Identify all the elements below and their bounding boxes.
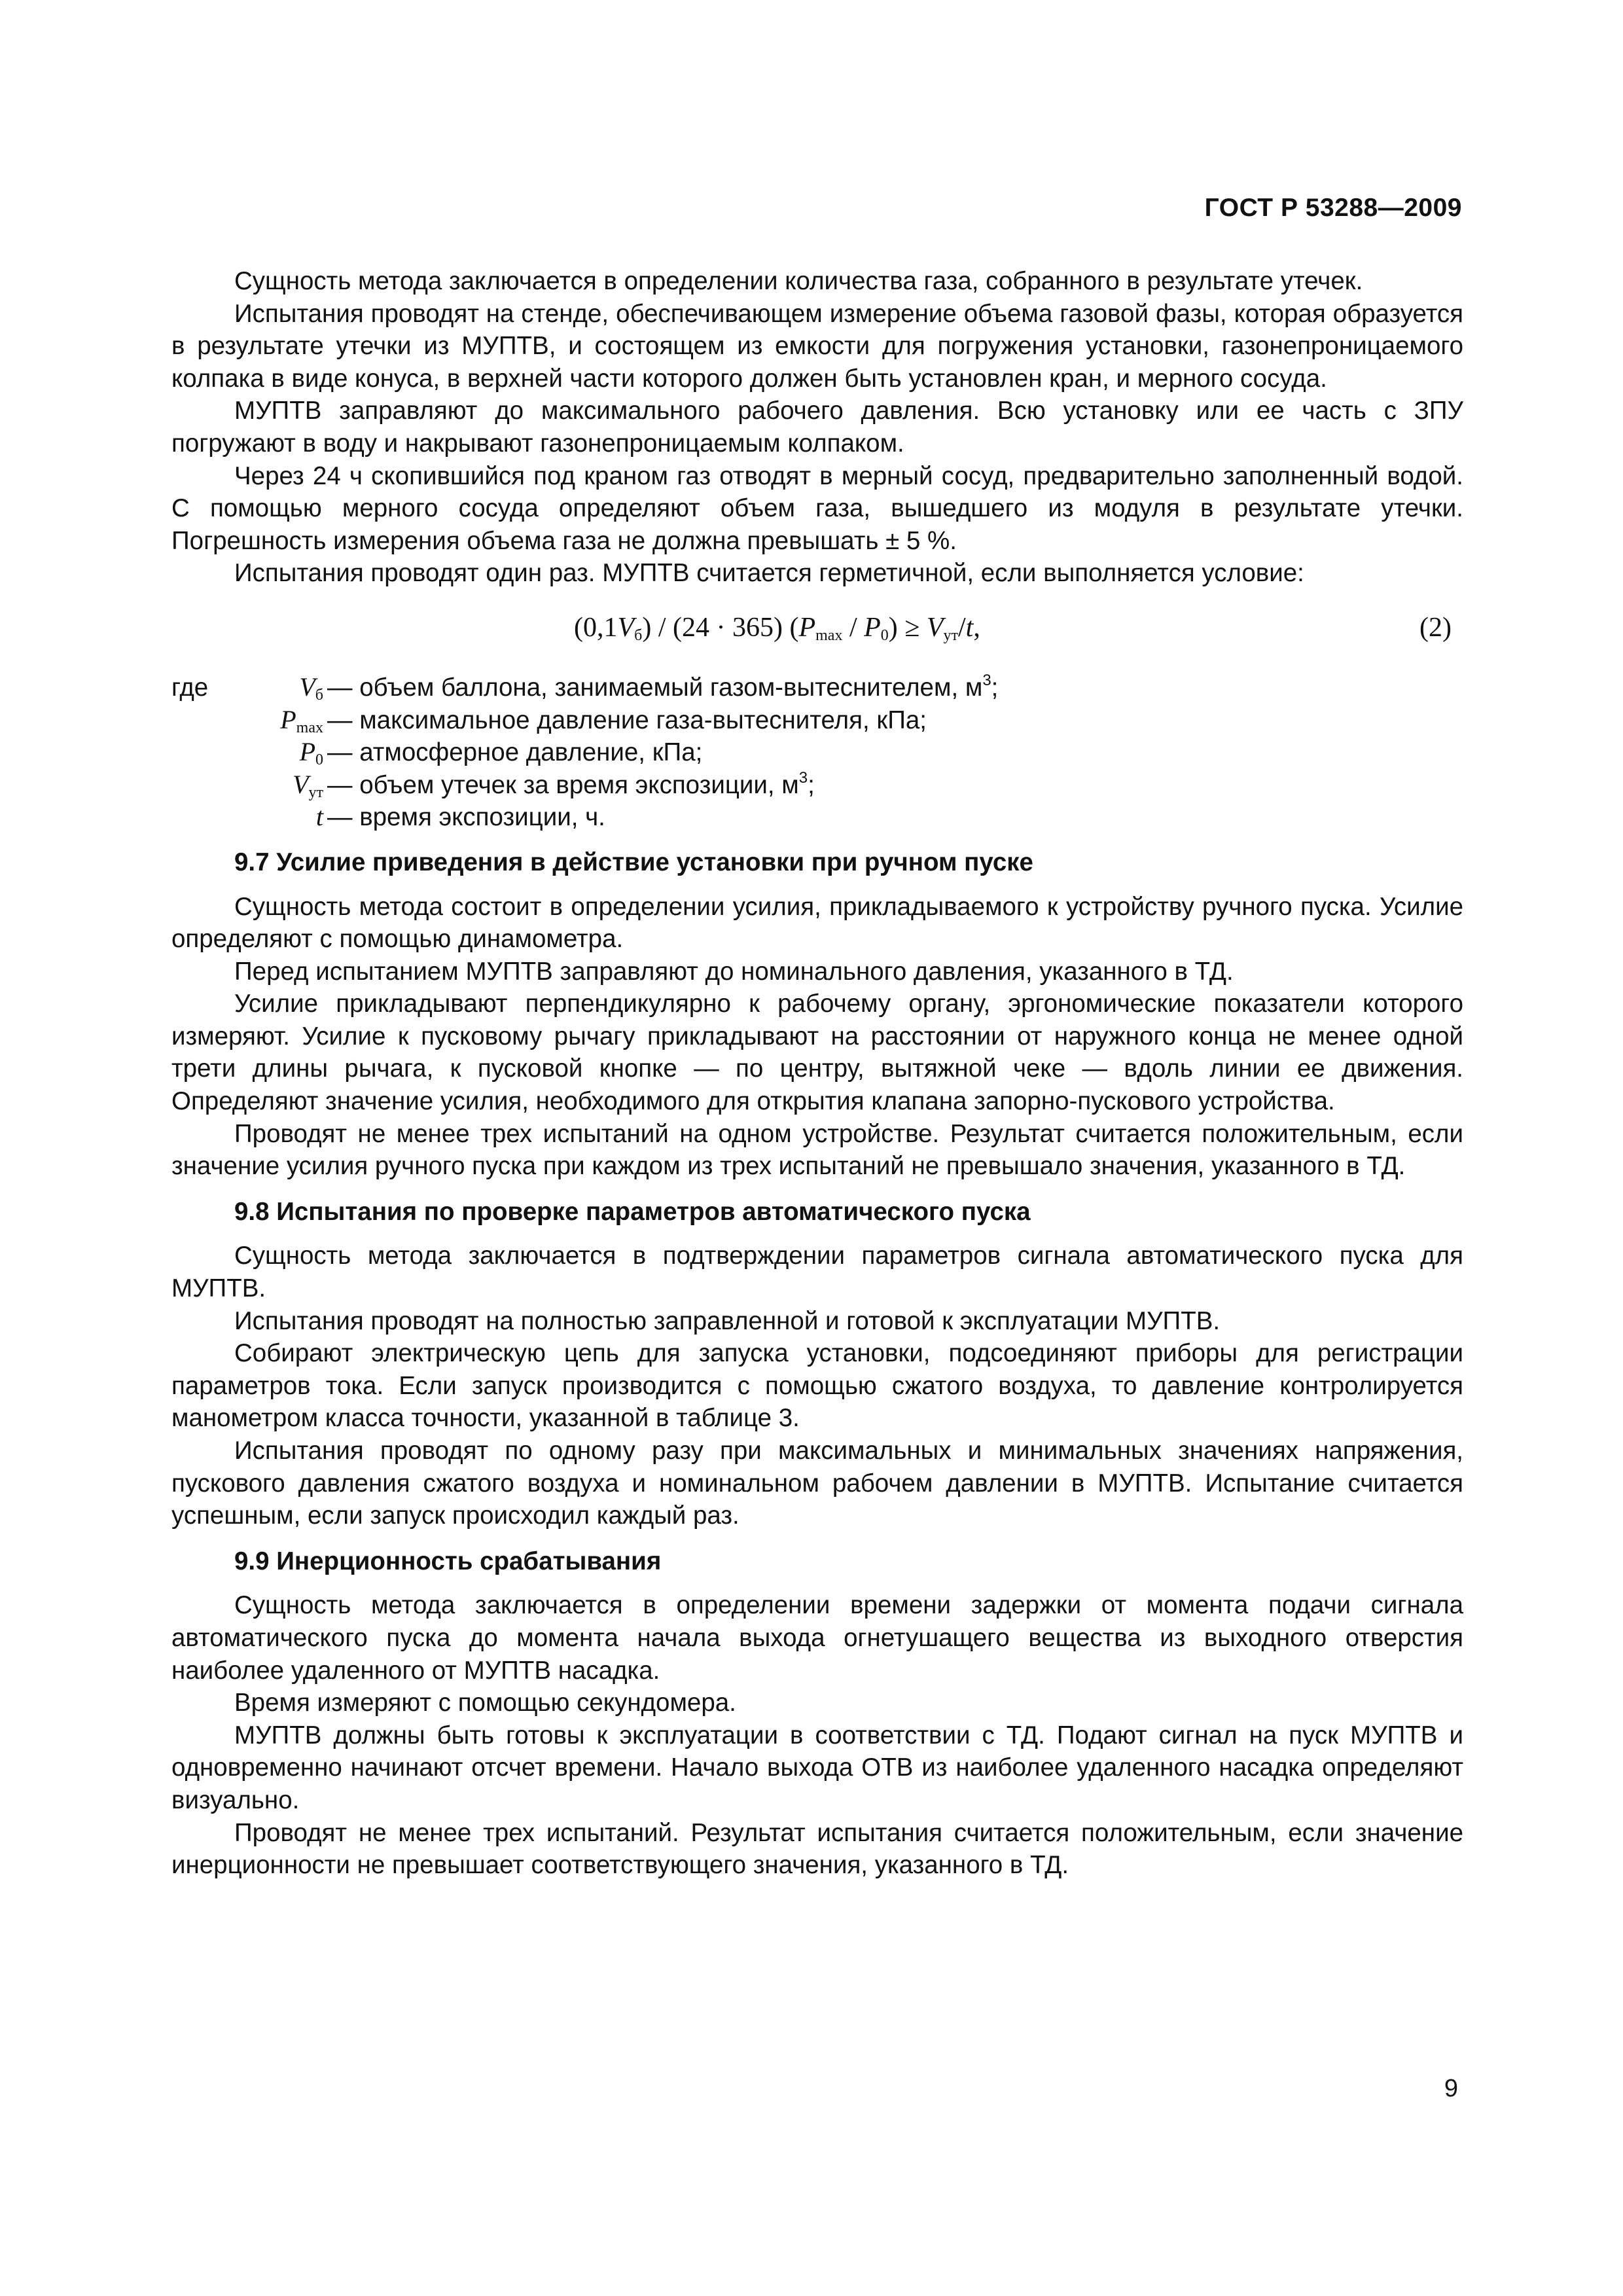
- section-heading-9-7: 9.7 Усилие приведения в действие установки при ручном пуске: [234, 848, 1033, 876]
- paragraph: МУПТВ заправляют до максимального рабочего давления. Всю установку или ее часть с ЗПУ погружают в воду и накрывают газонепроницаемым колпаком.: [171, 397, 1463, 457]
- paragraph: Проводят не менее трех испытаний. Результат испытания считается положительным, если значение инерционности не превышает соответствующего значения, указанного в ТД.: [171, 1818, 1463, 1880]
- legend-symbol: $P_0$: [299, 737, 323, 769]
- legend-item: [171, 736, 1463, 768]
- formula-2: [171, 599, 1463, 664]
- paragraph: Через 24 ч скопившийся под краном газ отводят в мерный сосуд, предварительно заполненный водой. С помощью мерного сосуда определяют объем газа, вышедшего из модуля в результате утечки. Погрешность измерения объема газа не должна превышать ± 5 %.: [171, 461, 1463, 555]
- section-heading-9-9: 9.9 Инерционность срабатывания: [234, 1547, 662, 1575]
- legend-symbol: $V_б$: [299, 672, 323, 704]
- paragraph: Испытания проводят на полностью заправленной и готовой к эксплуатации МУПТВ.: [234, 1306, 1221, 1335]
- paragraph: Сущность метода заключается в определении количества газа, собранного в результате утечек.: [234, 267, 1363, 295]
- page-number: 9: [1444, 2075, 1458, 2102]
- section-heading-9-8: 9.8 Испытания по проверке параметров автоматического пуска: [234, 1197, 1031, 1226]
- legend-item: [171, 671, 1463, 704]
- formula-legend: [171, 671, 1463, 833]
- paragraph: Усилие прикладывают перпендикулярно к рабочему органу, эргономические показатели которого измеряют. Усилие к пусковому рычагу прикладывают на расстоянии от наружного конца не менее одной трети длины рычага, к пусковой кнопке — по центру, вытяжной чеке — вдоль линии ее движения. Определяют значение усилия, необходимого для открытия клапана запорно-пускового устройства.: [171, 990, 1463, 1116]
- paragraph: Сущность метода состоит в определении усилия, прикладываемого к устройству ручного пуска. Усилие определяют с помощью динамометра.: [171, 892, 1463, 954]
- paragraph: Перед испытанием МУПТВ заправляют до номинального давления, указанного в ТД.: [234, 957, 1234, 986]
- legend-description: — атмосферное давление, кПа;: [327, 738, 703, 767]
- paragraph: Испытания проводят на стенде, обеспечивающем измерение объема газовой фазы, которая образуется в результате утечки из МУПТВ, и состоящем из емкости для погружения установки, газонепроницаемого колпака в виде конуса, в верхней части которого должен быть установлен кран, и мерного сосуда.: [171, 299, 1463, 393]
- paragraph: Сущность метода заключается в подтверждении параметров сигнала автоматического пуска для МУПТВ.: [171, 1242, 1463, 1303]
- paragraph: Время измеряют с помощью секундомера.: [234, 1689, 736, 1717]
- paragraph: Испытания проводят один раз. МУПТВ считается герметичной, если выполняется условие:: [234, 559, 1304, 588]
- legend-description: — максимальное давление газа-вытеснителя, кПа;: [327, 706, 927, 734]
- legend-symbol: $P_{max}$: [280, 704, 323, 736]
- formula-expression: $(0,1V_б) / (24 \cdot 365)$ $(P_{max} / P_0) \ge V_{ут}/t$,: [574, 612, 980, 644]
- legend-where: где: [171, 673, 209, 702]
- paragraph: Испытания проводят по одному разу при максимальных и минимальных значениях напряжения, пускового давления сжатого воздуха и номинальном рабочем давлении в МУПТВ. Испытание считается успешным, если запуск происходил каждый раз.: [171, 1437, 1463, 1530]
- paragraph: Сущность метода заключается в определении времени задержки от момента подачи сигнала автоматического пуска до момента начала выхода огнетушащего вещества из выходного отверстия наиболее удаленного от МУПТВ насадка.: [171, 1591, 1463, 1685]
- paragraph: Проводят не менее трех испытаний на одном устройстве. Результат считается положительным, если значение усилия ручного пуска при каждом из трех испытаний не превышало значения, указанного в ТД.: [171, 1119, 1463, 1181]
- legend-description: — время экспозиции, ч.: [327, 803, 605, 832]
- document-body: [171, 265, 1463, 1882]
- paragraph: Собирают электрическую цепь для запуска установки, подсоединяют приборы для регистрации параметров тока. Если запуск производится с помощью сжатого воздуха, то давление контролируется манометром класса точности, указанной в таблице 3.: [171, 1339, 1463, 1433]
- legend-item: [171, 800, 1463, 833]
- legend-symbol: t: [315, 802, 323, 832]
- document-code-header: ГОСТ Р 53288—2009: [1204, 194, 1462, 222]
- legend-description: — объем утечек за время экспозиции, $м^3$;: [327, 768, 815, 799]
- paragraph: МУПТВ должны быть готовы к эксплуатации в соответствии с ТД. Подают сигнал на пуск МУПТВ и одновременно начинают отсчет времени. Начало выхода ОТВ из наиболее удаленного насадка определяют визуально.: [171, 1721, 1463, 1814]
- legend-description: — объем баллона, занимаемый газом-вытеснителем, $м^3$;: [327, 671, 999, 702]
- legend-symbol: $V_{ут}$: [293, 769, 323, 801]
- formula-number: (2): [1419, 612, 1452, 643]
- legend-item: [171, 768, 1463, 801]
- legend-item: [171, 704, 1463, 736]
